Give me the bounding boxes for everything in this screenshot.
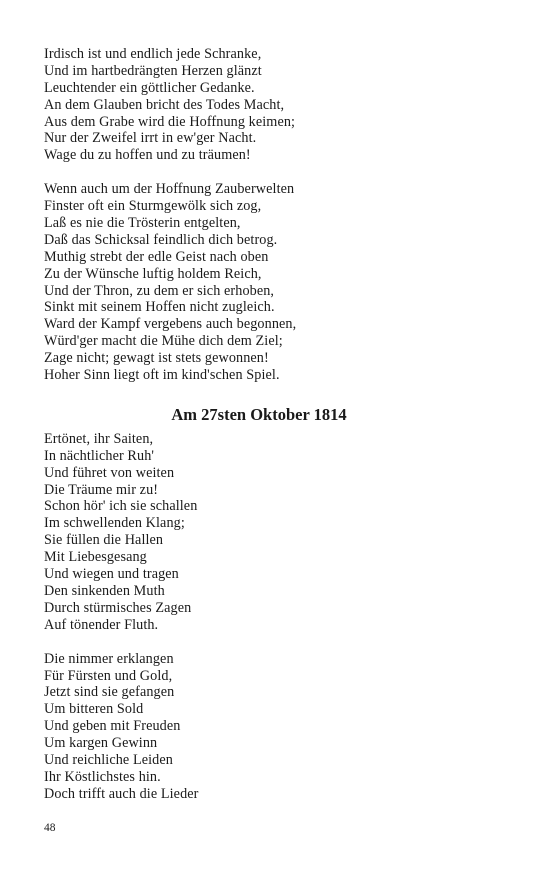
stanza-1: [44, 46, 514, 164]
verse-line: Und im hartbedrängten Herzen glänzt: [44, 62, 262, 79]
verse-line: Und geben mit Freuden: [44, 718, 181, 735]
verse-line: Finster oft ein Sturmgewölk sich zog,: [44, 198, 262, 215]
verse-line: Schon hör' ich sie schallen: [44, 498, 198, 515]
stanza-gap: [44, 634, 514, 651]
verse-line: Wage du zu hoffen und zu träumen!: [44, 147, 251, 164]
verse-line: Auf tönender Fluth.: [44, 616, 159, 633]
verse-line: Muthig strebt der edle Geist nach oben: [44, 248, 269, 265]
verse-line: Durch stürmisches Zagen: [44, 599, 192, 616]
verse-line: Mit Liebesgesang: [44, 549, 147, 566]
verse-line: Ward der Kampf vergebens auch begonnen,: [44, 316, 297, 333]
verse-line: Und der Thron, zu dem er sich erhoben,: [44, 282, 275, 299]
verse-line: Aus dem Grabe wird die Hoffnung keimen;: [44, 113, 296, 130]
verse-line: Sie füllen die Hallen: [44, 532, 164, 549]
verse-line: Um bitteren Sold: [44, 701, 144, 718]
stanza-3: [44, 431, 514, 634]
verse-line: In nächtlicher Ruh': [44, 447, 155, 464]
verse-line: Leuchtender ein göttlicher Gedanke.: [44, 79, 255, 96]
verse-line: Und reichliche Leiden: [44, 751, 173, 768]
verse-line: Wenn auch um der Hoffnung Zauberwelten: [44, 181, 295, 198]
verse-line: Ertönet, ihr Saiten,: [44, 430, 154, 447]
verse-line: Sinkt mit seinem Hoffen nicht zugleich.: [44, 299, 275, 316]
verse-line: Im schwellenden Klang;: [44, 515, 185, 532]
verse-line: Die nimmer erklangen: [44, 650, 174, 667]
verse-line: Laß es nie die Trösterin entgelten,: [44, 215, 241, 232]
verse-line: Daß das Schicksal feindlich dich betrog.: [44, 231, 278, 248]
verse-line: Für Fürsten und Gold,: [44, 667, 173, 684]
verse-line: Um kargen Gewinn: [44, 735, 158, 752]
book-page: [44, 46, 514, 803]
stanza-2: [44, 181, 514, 384]
section-gap: [44, 384, 514, 405]
verse-line: Und führet von weiten: [44, 464, 175, 481]
verse-line: Hoher Sinn liegt oft im kind'schen Spiel.: [44, 367, 280, 384]
verse-line: Doch trifft auch die Lieder: [44, 785, 199, 802]
verse-line: Würd'ger macht die Mühe dich dem Ziel;: [44, 333, 283, 350]
verse-line: Und wiegen und tragen: [44, 566, 179, 583]
verse-line: Jetzt sind sie gefangen: [44, 684, 175, 701]
page-number: 48: [44, 822, 56, 834]
verse-line: An dem Glauben bricht des Todes Macht,: [44, 96, 285, 113]
verse-line: Ihr Köstlichstes hin.: [44, 768, 161, 785]
verse-line: Die Träume mir zu!: [44, 481, 159, 498]
verse-line: Den sinkenden Muth: [44, 582, 165, 599]
verse-line: Zage nicht; gewagt ist stets gewonnen!: [44, 350, 269, 367]
stanza-4: [44, 651, 514, 803]
verse-line: Irdisch ist und endlich jede Schranke,: [44, 46, 262, 62]
stanza-gap: [44, 164, 514, 181]
verse-line: Nur der Zweifel irrt in ew'ger Nacht.: [44, 130, 257, 147]
verse-line: Zu der Wünsche luftig holdem Reich,: [44, 265, 262, 282]
poem-title: Am 27sten Oktober 1814: [171, 404, 347, 424]
